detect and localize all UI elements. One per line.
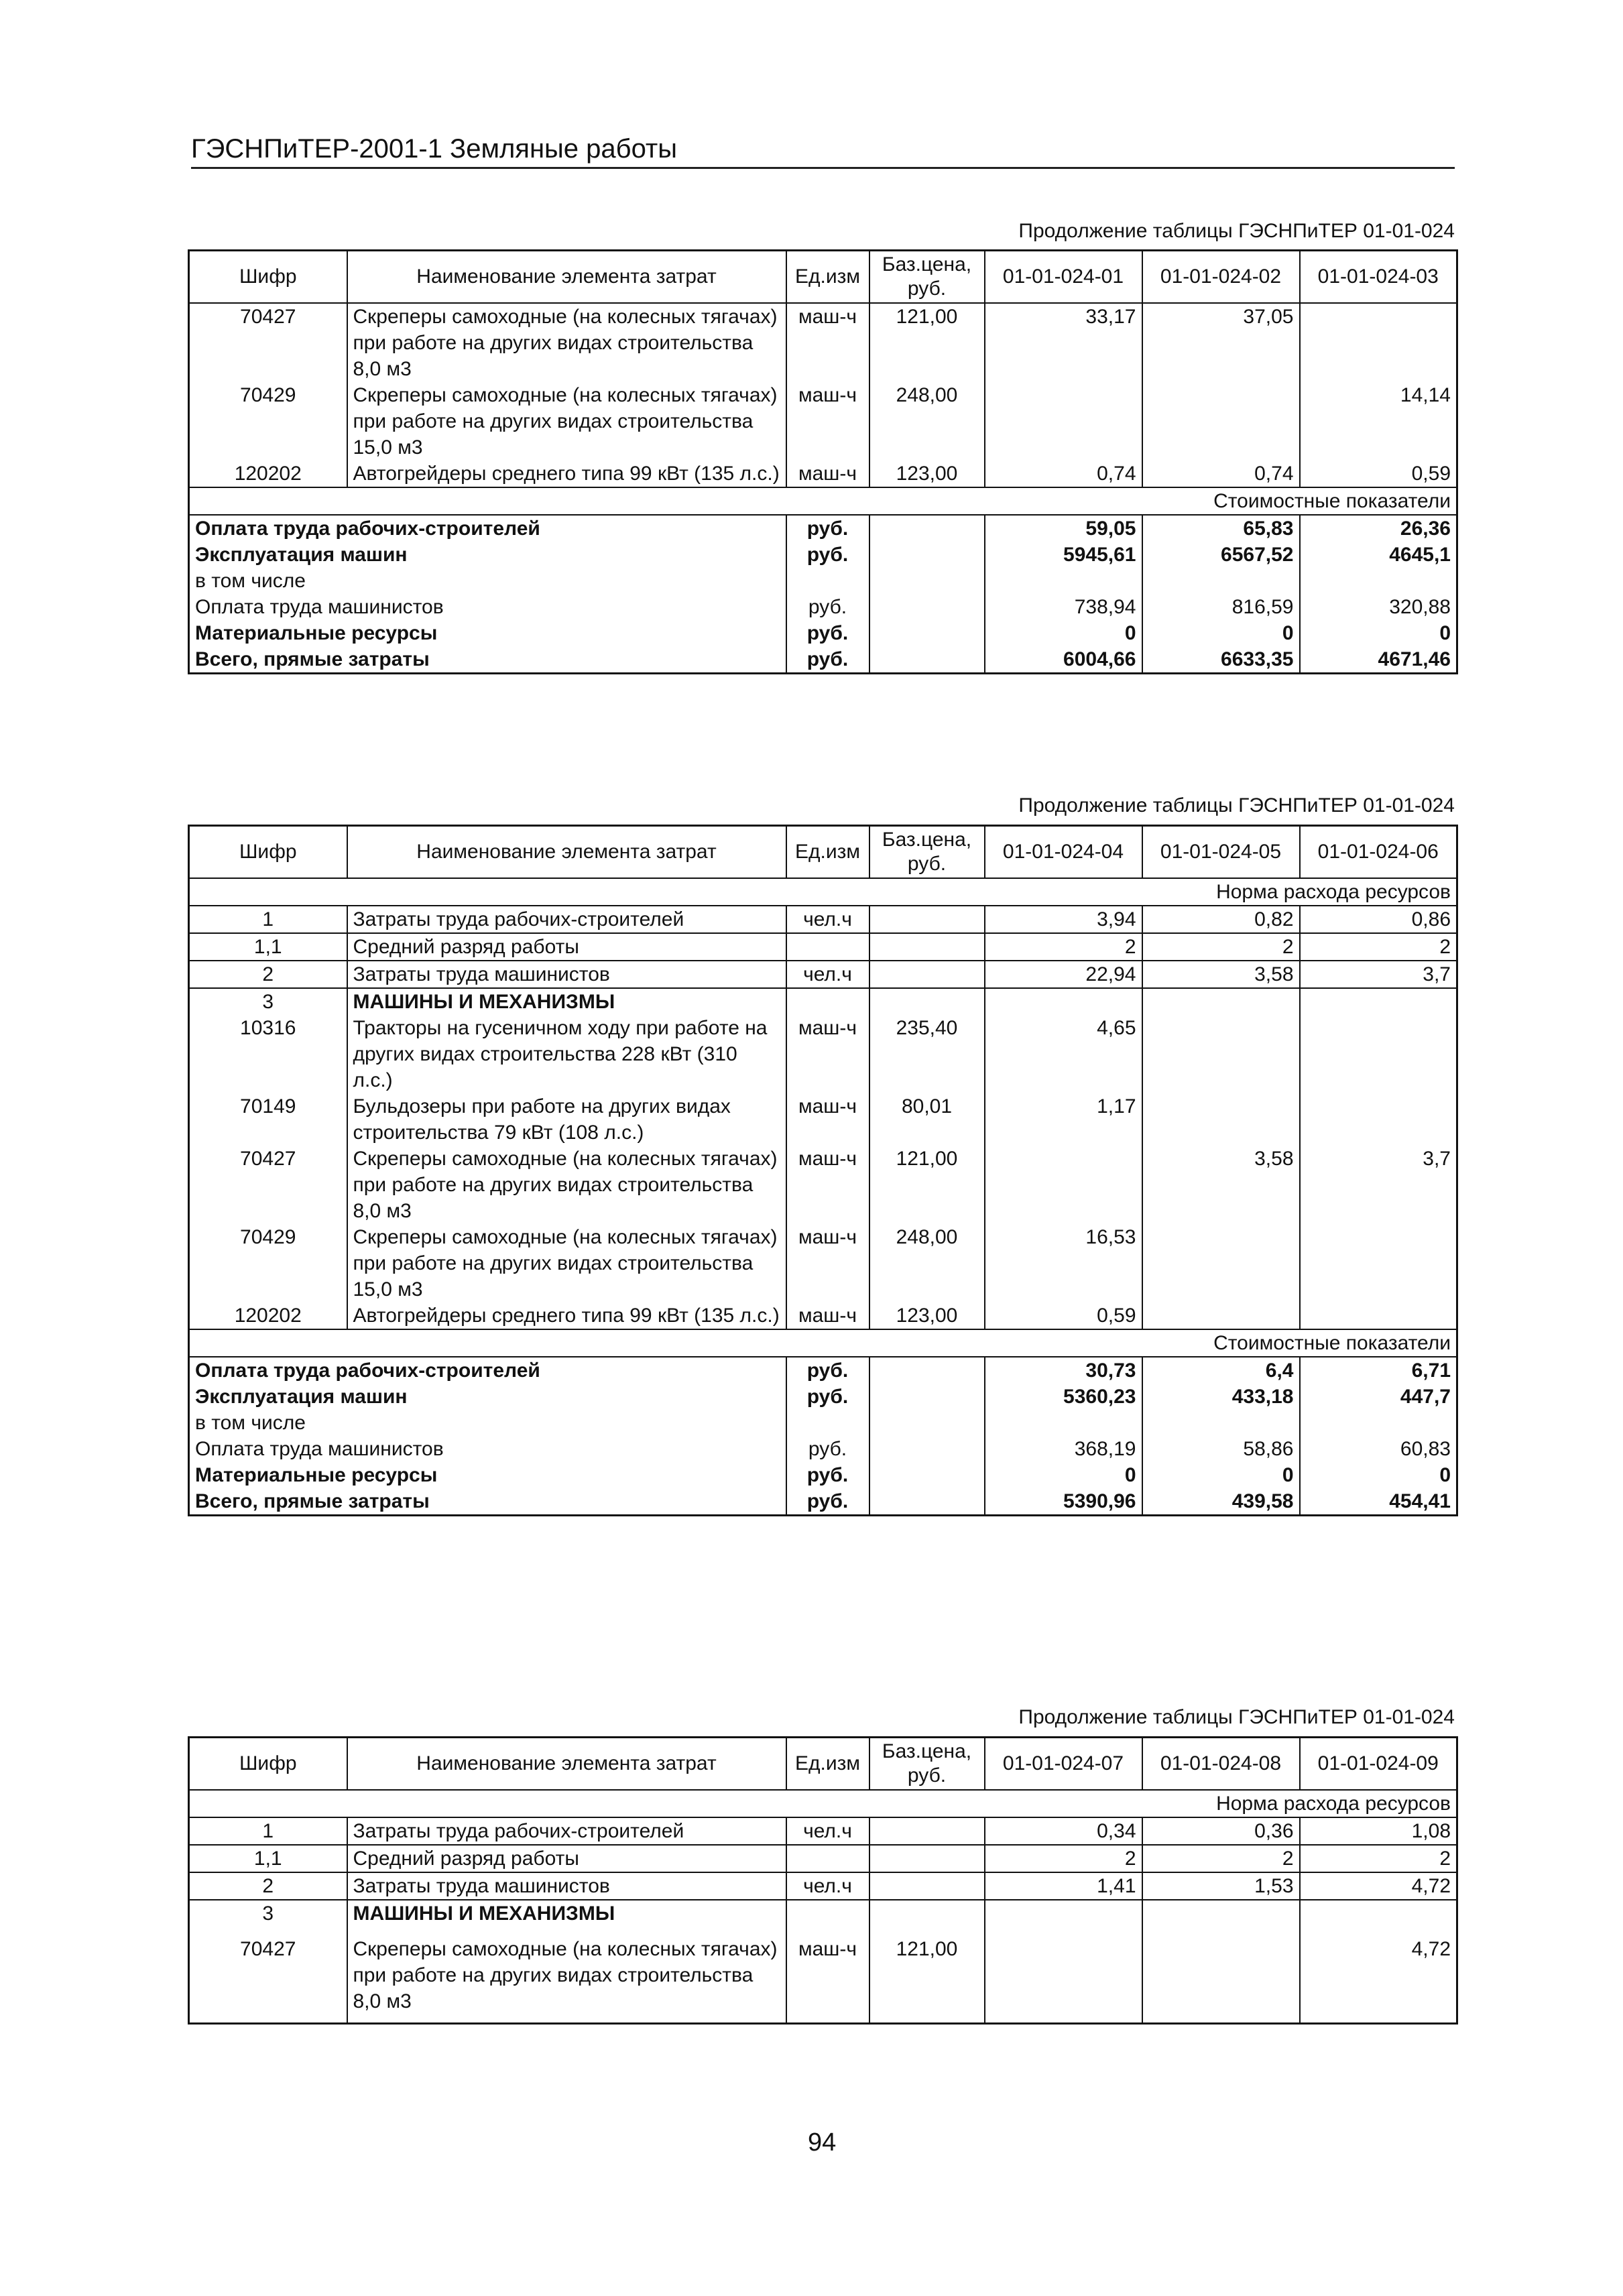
row-value: 4,72: [1300, 1872, 1457, 1900]
row-value: 37,05: [1142, 303, 1300, 382]
cost-section-label: Стоимостные показатели: [189, 1329, 1457, 1357]
cost-value: [1300, 1410, 1457, 1436]
row-value: 4,72: [1300, 1927, 1457, 2024]
row-name: МАШИНЫ И МЕХАНИЗМЫ: [347, 1900, 786, 1927]
row-value: 0,82: [1142, 906, 1300, 933]
row-unit: маш-ч: [786, 1015, 869, 1093]
table-row: [189, 1015, 1457, 1093]
cost-value: 65,83: [1142, 515, 1300, 542]
cost-row: [189, 1410, 1457, 1436]
cost-unit: руб.: [786, 1462, 869, 1488]
table-row: [189, 906, 1457, 933]
row-value: [1300, 1303, 1457, 1329]
row-unit: маш-ч: [786, 461, 869, 487]
row-price: 121,00: [869, 303, 985, 382]
cost-value: 5360,23: [985, 1384, 1142, 1410]
row-value: [1142, 382, 1300, 461]
cost-value: 4671,46: [1300, 646, 1457, 674]
table-caption: Продолжение таблицы ГЭСНПиТЕР 01-01-024: [1018, 220, 1455, 242]
row-value: [985, 988, 1142, 1015]
cost-value: [1142, 568, 1300, 594]
cost-value: 447,7: [1300, 1384, 1457, 1410]
row-code: 1: [189, 1817, 347, 1845]
row-unit: маш-ч: [786, 1224, 869, 1303]
row-name: Скреперы самоходные (на колесных тягачах) при работе на других видах строительства 8,0 м3: [347, 1146, 786, 1224]
cost-unit: руб.: [786, 542, 869, 568]
cost-unit: руб.: [786, 620, 869, 646]
row-value: [1142, 1900, 1300, 1927]
row-unit: [786, 933, 869, 961]
row-value: 1,41: [985, 1872, 1142, 1900]
norm-code-header: 01-01-024-07: [985, 1738, 1142, 1791]
row-value: 0,59: [985, 1303, 1142, 1329]
row-price: [869, 1900, 985, 1927]
price-header: Баз.цена, руб.: [869, 251, 985, 304]
cost-value: 0: [1300, 1462, 1457, 1488]
norm-code-header: 01-01-024-09: [1300, 1738, 1457, 1791]
row-name: Скреперы самоходные (на колесных тягачах) при работе на других видах строительства 15,0 м3: [347, 1224, 786, 1303]
row-value: 16,53: [985, 1224, 1142, 1303]
row-value: 2: [1300, 1845, 1457, 1872]
table-row: [189, 1817, 1457, 1845]
norm-section-label: Норма расхода ресурсов: [189, 1790, 1457, 1817]
cost-value: 439,58: [1142, 1488, 1300, 1516]
row-name: Автогрейдеры среднего типа 99 кВт (135 л.с.): [347, 1303, 786, 1329]
row-price: 123,00: [869, 461, 985, 487]
name-header: Наименование элемента затрат: [347, 826, 786, 879]
page-header: ГЭСНПиТЕР-2001-1 Земляные работы: [191, 134, 1455, 169]
cost-unit: руб.: [786, 1384, 869, 1410]
cost-unit: руб.: [786, 1436, 869, 1462]
unit-header: Ед.изм: [786, 826, 869, 879]
row-code: 1,1: [189, 1845, 347, 1872]
cost-value: 6,4: [1142, 1357, 1300, 1384]
cost-name: Эксплуатация машин: [189, 542, 786, 568]
row-code: 70427: [189, 303, 347, 382]
row-code: 70429: [189, 382, 347, 461]
cost-value: 5945,61: [985, 542, 1142, 568]
row-price: 121,00: [869, 1146, 985, 1224]
cost-name: Оплата труда рабочих-строителей: [189, 515, 786, 542]
row-value: 1,53: [1142, 1872, 1300, 1900]
norm-code-header: 01-01-024-08: [1142, 1738, 1300, 1791]
cost-name: Всего, прямые затраты: [189, 646, 786, 674]
row-code: 120202: [189, 461, 347, 487]
section-row: [189, 1790, 1457, 1817]
row-unit: чел.ч: [786, 961, 869, 988]
row-value: [1300, 1224, 1457, 1303]
cost-name: Материальные ресурсы: [189, 620, 786, 646]
row-price: [869, 1845, 985, 1872]
table-row: [189, 961, 1457, 988]
row-value: 2: [1142, 933, 1300, 961]
cost-name: Оплата труда машинистов: [189, 594, 786, 620]
row-unit: маш-ч: [786, 303, 869, 382]
cost-unit: [786, 1410, 869, 1436]
row-value: 1,17: [985, 1093, 1142, 1146]
resource-table-3: [188, 1736, 1458, 2025]
cost-value: 454,41: [1300, 1488, 1457, 1516]
row-unit: маш-ч: [786, 1303, 869, 1329]
norm-code-header: 01-01-024-06: [1300, 826, 1457, 879]
row-name: МАШИНЫ И МЕХАНИЗМЫ: [347, 988, 786, 1015]
row-unit: маш-ч: [786, 1927, 869, 2024]
row-name: Скреперы самоходные (на колесных тягачах) при работе на других видах строительства 8,0 м3: [347, 303, 786, 382]
cost-row: [189, 1436, 1457, 1462]
row-unit: чел.ч: [786, 906, 869, 933]
cost-unit: руб.: [786, 646, 869, 674]
row-value: 3,94: [985, 906, 1142, 933]
table-header-row: [189, 251, 1457, 304]
cost-value: 30,73: [985, 1357, 1142, 1384]
row-unit: чел.ч: [786, 1872, 869, 1900]
row-name: Затраты труда рабочих-строителей: [347, 1817, 786, 1845]
code-header: Шифр: [189, 251, 347, 304]
row-unit: [786, 1900, 869, 1927]
section-row: [189, 1329, 1457, 1357]
norm-code-header: 01-01-024-03: [1300, 251, 1457, 304]
row-value: [1142, 1015, 1300, 1093]
cost-value: 816,59: [1142, 594, 1300, 620]
row-value: [1142, 1303, 1300, 1329]
row-value: 14,14: [1300, 382, 1457, 461]
row-value: [1300, 1093, 1457, 1146]
section-row: [189, 487, 1457, 515]
code-header: Шифр: [189, 826, 347, 879]
cost-name: Эксплуатация машин: [189, 1384, 786, 1410]
cost-value: 5390,96: [985, 1488, 1142, 1516]
cost-value: 320,88: [1300, 594, 1457, 620]
row-price: [869, 988, 985, 1015]
table-row: [189, 1927, 1457, 2024]
row-name: Затраты труда машинистов: [347, 961, 786, 988]
cost-value: [1142, 1410, 1300, 1436]
row-code: 70149: [189, 1093, 347, 1146]
cost-value: 0: [1300, 620, 1457, 646]
row-value: [985, 1900, 1142, 1927]
row-value: [1300, 988, 1457, 1015]
row-name: Бульдозеры при работе на других видах строительства 79 кВт (108 л.с.): [347, 1093, 786, 1146]
cost-row: [189, 1462, 1457, 1488]
cost-value: 60,83: [1300, 1436, 1457, 1462]
table-header-row: [189, 826, 1457, 879]
row-code: 3: [189, 988, 347, 1015]
row-value: [1142, 988, 1300, 1015]
table-row: [189, 303, 1457, 382]
cost-value: 6,71: [1300, 1357, 1457, 1384]
row-value: 3,58: [1142, 961, 1300, 988]
row-value: 0,86: [1300, 906, 1457, 933]
cost-value: [1300, 568, 1457, 594]
row-value: 3,7: [1300, 1146, 1457, 1224]
table-row: [189, 382, 1457, 461]
row-code: 10316: [189, 1015, 347, 1093]
table-caption: Продолжение таблицы ГЭСНПиТЕР 01-01-024: [1018, 794, 1455, 817]
cost-unit: руб.: [786, 1488, 869, 1516]
cost-name: Оплата труда машинистов: [189, 1436, 786, 1462]
row-value: 2: [985, 1845, 1142, 1872]
resource-table-2: [188, 825, 1458, 1516]
row-value: 3,58: [1142, 1146, 1300, 1224]
name-header: Наименование элемента затрат: [347, 1738, 786, 1791]
cost-row: [189, 515, 1457, 542]
cost-value: 0: [985, 620, 1142, 646]
row-value: 0,59: [1300, 461, 1457, 487]
row-value: [1142, 1927, 1300, 2024]
row-value: 4,65: [985, 1015, 1142, 1093]
cost-value: 368,19: [985, 1436, 1142, 1462]
row-code: 1,1: [189, 933, 347, 961]
cost-value: 4645,1: [1300, 542, 1457, 568]
section-row: [189, 878, 1457, 906]
code-header: Шифр: [189, 1738, 347, 1791]
row-name: Скреперы самоходные (на колесных тягачах) при работе на других видах строительства 15,0 м3: [347, 382, 786, 461]
row-value: 1,08: [1300, 1817, 1457, 1845]
row-price: [869, 1872, 985, 1900]
row-unit: чел.ч: [786, 1817, 869, 1845]
table-caption: Продолжение таблицы ГЭСНПиТЕР 01-01-024: [1018, 1706, 1455, 1728]
cost-row: [189, 1488, 1457, 1516]
cost-value: 58,86: [1142, 1436, 1300, 1462]
row-value: 22,94: [985, 961, 1142, 988]
row-code: 2: [189, 961, 347, 988]
cost-unit: руб.: [786, 1357, 869, 1384]
row-code: 3: [189, 1900, 347, 1927]
cost-value: 59,05: [985, 515, 1142, 542]
cost-row: [189, 594, 1457, 620]
row-unit: маш-ч: [786, 1146, 869, 1224]
row-name: Тракторы на гусеничном ходу при работе на других видах строительства 228 кВт (310 л.с.): [347, 1015, 786, 1093]
row-unit: [786, 1845, 869, 1872]
cost-value: 6004,66: [985, 646, 1142, 674]
row-value: 0,36: [1142, 1817, 1300, 1845]
row-code: 2: [189, 1872, 347, 1900]
row-code: 70427: [189, 1927, 347, 2024]
row-value: [985, 382, 1142, 461]
table-row: [189, 1224, 1457, 1303]
row-price: 248,00: [869, 382, 985, 461]
cost-unit: руб.: [786, 515, 869, 542]
unit-header: Ед.изм: [786, 251, 869, 304]
row-value: 33,17: [985, 303, 1142, 382]
row-value: [1142, 1224, 1300, 1303]
cost-section-label: Стоимостные показатели: [189, 487, 1457, 515]
cost-unit: руб.: [786, 594, 869, 620]
row-name: Средний разряд работы: [347, 933, 786, 961]
row-value: 0,74: [985, 461, 1142, 487]
row-code: 70429: [189, 1224, 347, 1303]
table-row: [189, 1303, 1457, 1329]
row-price: 80,01: [869, 1093, 985, 1146]
table-row: [189, 988, 1457, 1015]
page-number: 94: [808, 2128, 837, 2157]
resource-table-1: [188, 249, 1458, 674]
cost-value: 433,18: [1142, 1384, 1300, 1410]
row-value: [985, 1927, 1142, 2024]
row-price: 123,00: [869, 1303, 985, 1329]
table-row: [189, 1146, 1457, 1224]
row-price: [869, 906, 985, 933]
price-header: Баз.цена, руб.: [869, 826, 985, 879]
cost-name: Оплата труда рабочих-строителей: [189, 1357, 786, 1384]
norm-code-header: 01-01-024-04: [985, 826, 1142, 879]
norm-code-header: 01-01-024-02: [1142, 251, 1300, 304]
row-code: 120202: [189, 1303, 347, 1329]
cost-name: в том числе: [189, 568, 786, 594]
cost-row: [189, 542, 1457, 568]
row-price: [869, 933, 985, 961]
cost-value: 738,94: [985, 594, 1142, 620]
cost-unit: [786, 568, 869, 594]
table-header-row: [189, 1738, 1457, 1791]
cost-row: [189, 568, 1457, 594]
cost-value: 0: [1142, 1462, 1300, 1488]
table-row: [189, 1900, 1457, 1927]
price-header: Баз.цена, руб.: [869, 1738, 985, 1791]
unit-header: Ед.изм: [786, 1738, 869, 1791]
table-row: [189, 1845, 1457, 1872]
row-price: 235,40: [869, 1015, 985, 1093]
row-unit: маш-ч: [786, 382, 869, 461]
cost-row: [189, 620, 1457, 646]
row-price: [869, 1817, 985, 1845]
cost-value: [985, 568, 1142, 594]
row-price: 121,00: [869, 1927, 985, 2024]
cost-value: 0: [985, 1462, 1142, 1488]
row-value: 2: [1142, 1845, 1300, 1872]
cost-row: [189, 646, 1457, 674]
cost-value: 6567,52: [1142, 542, 1300, 568]
norm-code-header: 01-01-024-05: [1142, 826, 1300, 879]
row-value: 0,74: [1142, 461, 1300, 487]
row-value: 0,34: [985, 1817, 1142, 1845]
cost-value: 26,36: [1300, 515, 1457, 542]
cost-row: [189, 1357, 1457, 1384]
table-row: [189, 461, 1457, 487]
row-name: Средний разряд работы: [347, 1845, 786, 1872]
row-value: [1300, 1015, 1457, 1093]
row-value: 2: [1300, 933, 1457, 961]
row-price: 248,00: [869, 1224, 985, 1303]
cost-name: Материальные ресурсы: [189, 1462, 786, 1488]
cost-value: 6633,35: [1142, 646, 1300, 674]
row-value: 2: [985, 933, 1142, 961]
cost-row: [189, 1384, 1457, 1410]
row-name: Скреперы самоходные (на колесных тягачах) при работе на других видах строительства 8,0 м3: [347, 1927, 786, 2024]
name-header: Наименование элемента затрат: [347, 251, 786, 304]
table-row: [189, 1872, 1457, 1900]
row-value: [1300, 1900, 1457, 1927]
row-value: 3,7: [1300, 961, 1457, 988]
row-unit: маш-ч: [786, 1093, 869, 1146]
cost-name: Всего, прямые затраты: [189, 1488, 786, 1516]
table-row: [189, 933, 1457, 961]
row-name: Затраты труда рабочих-строителей: [347, 906, 786, 933]
row-price: [869, 961, 985, 988]
row-value: [1142, 1093, 1300, 1146]
norm-code-header: 01-01-024-01: [985, 251, 1142, 304]
cost-name: в том числе: [189, 1410, 786, 1436]
row-code: 70427: [189, 1146, 347, 1224]
row-unit: [786, 988, 869, 1015]
cost-value: [985, 1410, 1142, 1436]
row-name: Затраты труда машинистов: [347, 1872, 786, 1900]
row-name: Автогрейдеры среднего типа 99 кВт (135 л.с.): [347, 461, 786, 487]
cost-value: 0: [1142, 620, 1300, 646]
table-row: [189, 1093, 1457, 1146]
row-value: [1300, 303, 1457, 382]
row-code: 1: [189, 906, 347, 933]
norm-section-label: Норма расхода ресурсов: [189, 878, 1457, 906]
row-value: [985, 1146, 1142, 1224]
